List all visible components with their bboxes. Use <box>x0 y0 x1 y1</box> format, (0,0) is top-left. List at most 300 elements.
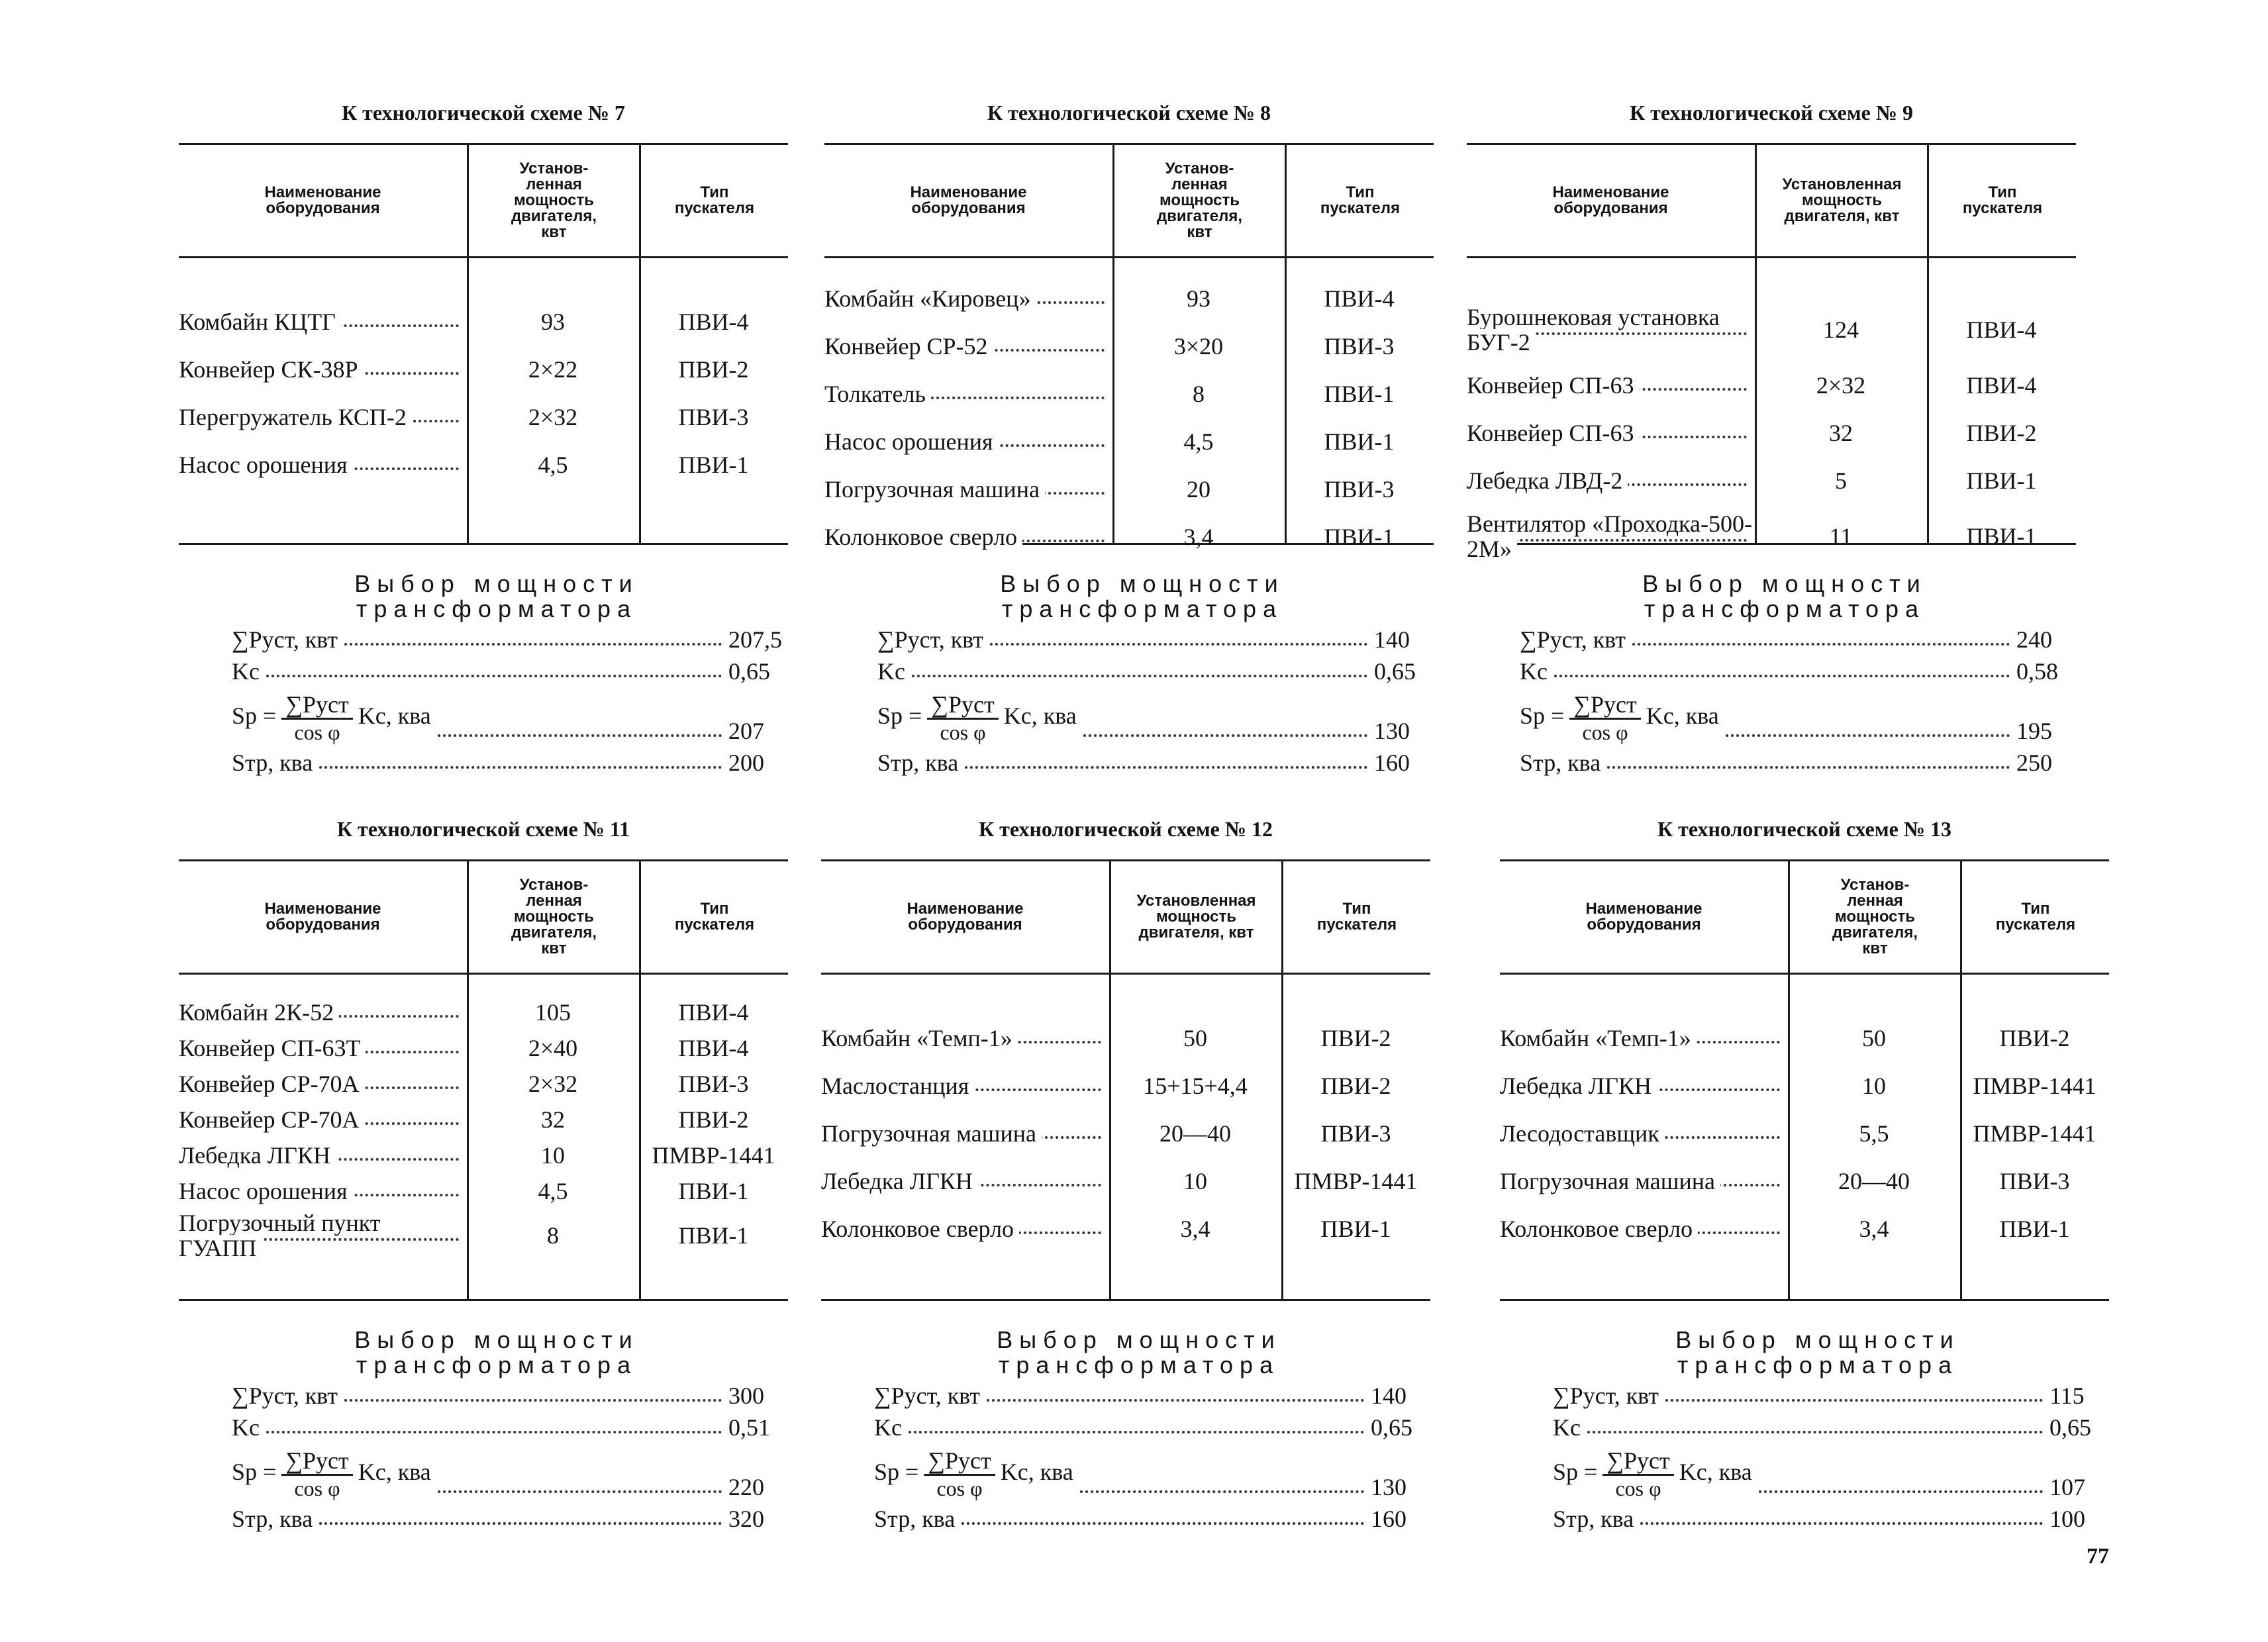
kc-label: Kс <box>877 657 909 685</box>
kc-label: Kс <box>1520 657 1552 685</box>
equipment-name-cell <box>1467 511 1755 561</box>
table-row <box>179 1030 788 1066</box>
equipment-name-cell <box>179 1106 467 1134</box>
dot-leader <box>961 1522 1364 1525</box>
str-value: 250 <box>2016 749 2052 776</box>
equipment-table <box>179 859 788 1301</box>
equipment-name-cell <box>824 428 1112 456</box>
calc-line-str <box>821 1501 1430 1533</box>
psum-value: 140 <box>1374 626 1410 653</box>
equipment-name: Вентилятор «Проходка-500-2М» <box>1467 511 1752 561</box>
equipment-name-cell <box>179 356 467 383</box>
scheme-block <box>1467 98 2076 777</box>
str-value: 160 <box>1371 1506 1406 1532</box>
psum-value: 115 <box>2049 1382 2085 1409</box>
fraction-numerator: ∑Pуст <box>281 691 352 720</box>
starter-type: ПВИ-3 <box>678 1071 749 1097</box>
dot-leader <box>344 1399 722 1402</box>
table-row <box>179 393 788 441</box>
equipment-name: Конвейер СР-70А <box>179 1071 365 1097</box>
scheme-title: К технологической схеме № 13 <box>1657 817 1952 841</box>
header-starter: Тип пускателя <box>1927 145 2076 256</box>
psum-label: ∑Pуст, квт <box>874 1382 984 1410</box>
starter-type: ПМВР-1441 <box>1294 1168 1418 1194</box>
scheme-block <box>1500 814 2109 1533</box>
dot-leader <box>344 643 722 646</box>
equipment-power: 32 <box>541 1106 565 1133</box>
sp-formula <box>1520 691 1723 745</box>
equipment-name-cell <box>821 1072 1109 1100</box>
fraction <box>281 691 352 745</box>
equipment-name: Погрузочная машина <box>821 1120 1042 1147</box>
table-row <box>821 1110 1430 1157</box>
sp-formula <box>232 1447 435 1501</box>
calc-line-str <box>179 1501 788 1533</box>
scheme-title: К технологической схеме № 9 <box>1629 101 1914 124</box>
fraction-denominator: cos φ <box>294 720 340 744</box>
equipment-power: 20—40 <box>1159 1120 1231 1147</box>
str-label: Sтр, ква <box>1553 1505 1638 1533</box>
fraction-denominator: cos φ <box>294 1476 340 1500</box>
equipment-name: Колонковое сверло <box>824 524 1022 550</box>
equipment-name-cell <box>1467 371 1755 399</box>
calc-title: Выбор мощности трансформатора <box>1000 570 1285 622</box>
psum-label: ∑Pуст, квт <box>877 626 987 653</box>
sp-value: 107 <box>2049 1474 2085 1500</box>
starter-type: ПВИ-1 <box>1999 1216 2070 1242</box>
fraction-numerator: ∑Pуст <box>1602 1447 1673 1476</box>
header-power: Установленная мощность двигателя, квт <box>1109 861 1281 973</box>
equipment-name-cell <box>1467 305 1755 355</box>
table-body <box>1467 258 2076 561</box>
table-header <box>821 861 1430 975</box>
starter-type: ПВИ-1 <box>678 452 749 478</box>
table-header <box>824 145 1434 258</box>
equipment-power: 15+15+4,4 <box>1143 1073 1248 1099</box>
equipment-table <box>179 143 788 545</box>
table-rows <box>179 975 788 1262</box>
calc-line-sp <box>179 685 788 745</box>
calc-line-kc <box>1500 1410 2109 1441</box>
table-rows <box>821 975 1430 1253</box>
table-rows <box>824 258 1434 561</box>
table-body <box>179 258 788 543</box>
calc-line-sp <box>1467 685 2076 745</box>
table-row <box>1467 505 2076 568</box>
header-name: Наименование оборудования <box>907 900 1024 934</box>
equipment-name-cell <box>179 1034 467 1062</box>
transformer-calc <box>179 1328 788 1533</box>
fraction-numerator: ∑Pуст <box>281 1447 352 1476</box>
scheme-title: К технологической схеме № 8 <box>987 101 1271 124</box>
table-row <box>1500 1062 2109 1110</box>
kc-value: 0,58 <box>2016 658 2058 685</box>
table-row <box>821 1014 1430 1062</box>
str-label: Sтр, ква <box>1520 749 1604 777</box>
equipment-name-cell <box>824 380 1112 408</box>
equipment-name-cell <box>821 1120 1109 1147</box>
equipment-power: 93 <box>541 309 565 335</box>
calc-title: Выбор мощности трансформатора <box>1675 1326 1960 1378</box>
equipment-power: 3×20 <box>1173 333 1224 360</box>
equipment-name: Перегружатель КСП-2 <box>179 404 412 430</box>
psum-label: ∑Pуст, квт <box>1553 1382 1663 1410</box>
table-row <box>821 1062 1430 1110</box>
equipment-table <box>821 859 1430 1301</box>
equipment-name-cell <box>1500 1072 1788 1100</box>
table-header <box>179 861 788 975</box>
table-row <box>1500 1110 2109 1157</box>
kc-label: Kс <box>1553 1414 1585 1441</box>
fraction <box>924 1447 995 1501</box>
dot-leader <box>1759 1490 2043 1493</box>
equipment-power: 5 <box>1835 467 1847 494</box>
dot-leader <box>438 1490 722 1493</box>
kc-label: Kс <box>874 1414 906 1441</box>
dot-leader <box>266 675 722 677</box>
equipment-name: Насос орошения <box>179 452 353 478</box>
str-label: Sтр, ква <box>874 1505 959 1533</box>
calc-line-kc <box>824 653 1434 685</box>
calc-line-sp <box>821 1441 1430 1501</box>
starter-type: ПМВР-1441 <box>1973 1073 2096 1099</box>
equipment-name-cell <box>1500 1167 1788 1195</box>
calc-title: Выбор мощности трансформатора <box>1642 570 1927 622</box>
starter-type: ПВИ-4 <box>678 999 749 1026</box>
equipment-name: Конвейер СП-63Т <box>179 1035 366 1061</box>
kc-value: 0,65 <box>1371 1414 1412 1441</box>
calc-line-psum <box>824 622 1434 653</box>
calc-line-psum <box>179 1378 788 1410</box>
starter-type: ПВИ-2 <box>1320 1025 1391 1051</box>
fraction-numerator: ∑Pуст <box>924 1447 995 1476</box>
dot-leader <box>1665 1399 2043 1402</box>
transformer-calc <box>179 571 788 777</box>
starter-type: ПВИ-1 <box>678 1222 749 1249</box>
transformer-calc <box>824 571 1434 777</box>
table-body <box>821 975 1430 1299</box>
dot-leader <box>1080 1490 1364 1493</box>
starter-type: ПВИ-2 <box>678 356 749 383</box>
calc-line-kc <box>821 1410 1430 1441</box>
equipment-power: 2×32 <box>1816 372 1866 399</box>
fraction <box>1569 691 1640 745</box>
table-header <box>1500 861 2109 975</box>
equipment-power: 124 <box>1823 316 1859 343</box>
header-name: Наименование оборудования <box>1552 183 1669 217</box>
sp-label: Kс, ква <box>1679 1458 1752 1485</box>
starter-type: ПВИ-1 <box>1320 1216 1391 1242</box>
psum-value: 207,5 <box>728 626 782 653</box>
equipment-name-cell <box>1500 1024 1788 1052</box>
table-row <box>179 298 788 346</box>
header-starter: Тип пускателя <box>639 145 788 256</box>
equipment-name-cell <box>824 523 1112 551</box>
table-row <box>1467 298 2076 362</box>
equipment-name-cell <box>179 1070 467 1098</box>
sp-formula <box>1553 1447 1756 1501</box>
table-row <box>1500 1205 2109 1253</box>
equipment-name-cell <box>179 1141 467 1169</box>
equipment-power: 10 <box>1183 1168 1207 1194</box>
dot-leader <box>1640 1522 2043 1525</box>
dot-leader <box>987 1399 1364 1402</box>
equipment-power: 50 <box>1862 1025 1886 1051</box>
equipment-name: Толкатель <box>824 381 931 407</box>
sp-prefix: Sр = <box>232 702 277 729</box>
dot-leader <box>912 675 1367 677</box>
equipment-power: 3,4 <box>1180 1216 1210 1242</box>
scheme-title: К технологической схеме № 12 <box>978 817 1273 841</box>
table-row <box>179 994 788 1030</box>
equipment-name-cell <box>179 998 467 1026</box>
equipment-power: 5,5 <box>1859 1120 1889 1147</box>
equipment-name: Конвейер СР-52 <box>824 333 993 360</box>
kc-value: 0,65 <box>1374 658 1416 685</box>
calc-line-kc <box>179 653 788 685</box>
equipment-name: Лебедка ЛВД-2 <box>1467 467 1628 494</box>
sp-prefix: Sр = <box>1553 1458 1598 1485</box>
starter-type: ПВИ-1 <box>678 1178 749 1204</box>
equipment-table <box>824 143 1434 550</box>
table-row <box>824 513 1434 561</box>
header-power: Установ- ленная мощность двигателя, квт <box>467 145 639 256</box>
table-row <box>1500 1014 2109 1062</box>
sp-prefix: Sр = <box>877 702 922 729</box>
psum-label: ∑Pуст, квт <box>232 626 342 653</box>
fraction-numerator: ∑Pуст <box>1569 691 1640 720</box>
table-row <box>1500 1157 2109 1205</box>
equipment-power: 2×32 <box>528 1071 578 1097</box>
starter-type: ПВИ-4 <box>1966 372 2037 399</box>
starter-type: ПВИ-4 <box>1966 316 2037 343</box>
equipment-power: 2×32 <box>528 404 578 430</box>
equipment-name: Лебедка ЛГКН <box>179 1142 336 1169</box>
calc-title: Выбор мощности трансформатора <box>997 1326 1281 1378</box>
equipment-name-cell <box>1467 467 1755 495</box>
starter-type: ПВИ-3 <box>1320 1120 1391 1147</box>
equipment-name: Конвейер СП-63 <box>1467 420 1640 446</box>
header-name: Наименование оборудования <box>1585 900 1702 934</box>
table-body <box>179 975 788 1299</box>
table-header <box>1467 145 2076 258</box>
table-row <box>824 275 1434 322</box>
equipment-name-cell <box>824 285 1112 313</box>
equipment-name-cell <box>179 1177 467 1205</box>
equipment-name-cell <box>821 1024 1109 1052</box>
calc-line-str <box>179 745 788 777</box>
scheme-block <box>179 814 788 1533</box>
dot-leader <box>1607 766 2010 769</box>
starter-type: ПВИ-2 <box>1966 420 2037 446</box>
table-row <box>1467 409 2076 457</box>
dot-leader <box>1632 643 2010 646</box>
calc-line-str <box>824 745 1434 777</box>
equipment-name: Комбайн КЦТГ <box>179 309 341 335</box>
table-body <box>824 258 1434 550</box>
equipment-table <box>1467 143 2076 561</box>
dot-leader <box>319 766 722 769</box>
psum-value: 240 <box>2016 626 2052 653</box>
starter-type: ПВИ-2 <box>1320 1073 1391 1099</box>
str-label: Sтр, ква <box>877 749 962 777</box>
str-label: Sтр, ква <box>232 1505 317 1533</box>
table-row <box>179 1066 788 1102</box>
table-row <box>179 1173 788 1209</box>
equipment-name-cell <box>1467 419 1755 447</box>
dot-leader <box>438 734 722 737</box>
sp-label: Kс, ква <box>358 702 431 729</box>
equipment-power: 20 <box>1187 476 1210 503</box>
equipment-name-cell <box>821 1167 1109 1195</box>
dot-leader <box>319 1522 722 1525</box>
header-name: Наименование оборудования <box>264 900 381 934</box>
table-row <box>179 1137 788 1173</box>
calc-line-str <box>1500 1501 2109 1533</box>
equipment-name: Погрузочная машина <box>824 476 1045 503</box>
fraction-denominator: cos φ <box>940 720 986 744</box>
calc-line-sp <box>179 1441 788 1501</box>
equipment-name: Погрузочная машина <box>1500 1168 1720 1194</box>
equipment-name-cell <box>179 308 467 336</box>
scheme-title: К технологической схеме № 11 <box>336 817 630 841</box>
starter-type: ПВИ-1 <box>1324 428 1395 455</box>
str-value: 160 <box>1374 749 1410 776</box>
equipment-name: Насос орошения <box>179 1178 353 1204</box>
starter-type: ПВИ-1 <box>1966 467 2037 494</box>
table-row <box>824 370 1434 418</box>
fraction-denominator: cos φ <box>1582 720 1628 744</box>
starter-type: ПВИ-4 <box>678 309 749 335</box>
equipment-name-cell <box>824 332 1112 360</box>
equipment-power: 93 <box>1187 285 1210 312</box>
starter-type: ПВИ-4 <box>678 1035 749 1061</box>
equipment-name: Лесодоставщик <box>1500 1120 1665 1147</box>
dot-leader <box>1587 1431 2043 1433</box>
equipment-name: Погрузочный пункт ГУАПП <box>179 1210 381 1261</box>
dot-leader <box>266 1431 722 1433</box>
sp-value: 195 <box>2016 718 2052 744</box>
sp-formula <box>232 691 435 745</box>
str-value: 200 <box>728 749 764 776</box>
header-starter: Тип пускателя <box>639 861 788 973</box>
kc-value: 0,51 <box>728 1414 770 1441</box>
equipment-name: Колонковое сверло <box>1500 1216 1698 1242</box>
table-row <box>821 1157 1430 1205</box>
starter-type: ПВИ-3 <box>678 404 749 430</box>
header-power: Установленная мощность двигателя, квт <box>1755 145 1927 256</box>
equipment-power: 4,5 <box>538 452 568 478</box>
starter-type: ПВИ-2 <box>1999 1025 2070 1051</box>
table-row <box>824 322 1434 370</box>
table-row <box>179 441 788 489</box>
equipment-name-cell <box>1500 1215 1788 1243</box>
calc-line-psum <box>821 1378 1430 1410</box>
dot-leader <box>1083 734 1367 737</box>
starter-type: ПВИ-3 <box>1324 476 1395 503</box>
dot-leader <box>965 766 1367 769</box>
starter-type: ПВИ-1 <box>1966 523 2037 550</box>
equipment-power: 4,5 <box>1183 428 1214 455</box>
calc-line-kc <box>1467 653 2076 685</box>
table-row <box>179 346 788 393</box>
equipment-name-cell <box>821 1215 1109 1243</box>
starter-type: ПМВР-1441 <box>1973 1120 2096 1147</box>
transformer-calc <box>1467 571 2076 777</box>
header-starter: Тип пускателя <box>1285 145 1434 256</box>
calc-line-psum <box>179 622 788 653</box>
table-row <box>824 418 1434 465</box>
table-rows <box>1500 975 2109 1253</box>
table-body <box>1500 975 2109 1299</box>
table-row <box>824 465 1434 513</box>
equipment-name: Комбайн «Темп-1» <box>821 1025 1018 1051</box>
equipment-name-cell <box>179 1210 467 1261</box>
scheme-title: К технологической схеме № 7 <box>341 101 626 124</box>
equipment-name: Конвейер СК-38Р <box>179 356 364 383</box>
table-row <box>179 1209 788 1262</box>
dot-leader <box>1726 734 2010 737</box>
sp-prefix: Sр = <box>874 1458 919 1485</box>
psum-label: ∑Pуст, квт <box>1520 626 1630 653</box>
equipment-name: Маслостанция <box>821 1073 974 1099</box>
equipment-name-cell <box>179 451 467 479</box>
calc-line-str <box>1467 745 2076 777</box>
calc-line-psum <box>1467 622 2076 653</box>
calc-line-sp <box>1500 1441 2109 1501</box>
transformer-calc <box>1500 1328 2109 1533</box>
fraction-denominator: cos φ <box>1615 1476 1661 1500</box>
sp-value: 207 <box>728 718 764 744</box>
equipment-power: 3,4 <box>1183 524 1214 550</box>
table-row <box>1467 457 2076 505</box>
equipment-power: 10 <box>1862 1073 1886 1099</box>
equipment-name-cell <box>179 403 467 431</box>
equipment-power: 3,4 <box>1859 1216 1889 1242</box>
psum-label: ∑Pуст, квт <box>232 1382 342 1410</box>
table-row <box>1467 362 2076 409</box>
table-rows <box>1467 258 2076 568</box>
calc-line-kc <box>179 1410 788 1441</box>
equipment-power: 50 <box>1183 1025 1207 1051</box>
equipment-table <box>1500 859 2109 1301</box>
table-row <box>821 1205 1430 1253</box>
sp-formula <box>874 1447 1077 1501</box>
equipment-power: 8 <box>547 1222 559 1249</box>
equipment-power: 11 <box>1829 523 1853 550</box>
fraction <box>1602 1447 1673 1501</box>
equipment-name: Насос орошения <box>824 428 999 455</box>
equipment-name: Комбайн 2К-52 <box>179 999 339 1026</box>
equipment-power: 2×22 <box>528 356 578 383</box>
equipment-power: 2×40 <box>528 1035 578 1061</box>
table-row <box>179 1102 788 1137</box>
equipment-name: Комбайн «Темп-1» <box>1500 1025 1697 1051</box>
sp-value: 130 <box>1371 1474 1406 1500</box>
sp-label: Kс, ква <box>1003 702 1077 729</box>
str-label: Sтр, ква <box>232 749 317 777</box>
equipment-name: Лебедка ЛГКН <box>821 1168 978 1194</box>
equipment-name-cell <box>824 475 1112 503</box>
header-name: Наименование оборудования <box>910 183 1027 217</box>
equipment-power: 20—40 <box>1838 1168 1910 1194</box>
psum-value: 300 <box>728 1382 764 1409</box>
kc-label: Kс <box>232 657 264 685</box>
fraction <box>927 691 998 745</box>
table-rows <box>179 258 788 489</box>
equipment-name: Конвейер СР-70А <box>179 1106 365 1133</box>
calc-title: Выбор мощности трансформатора <box>354 1326 639 1378</box>
